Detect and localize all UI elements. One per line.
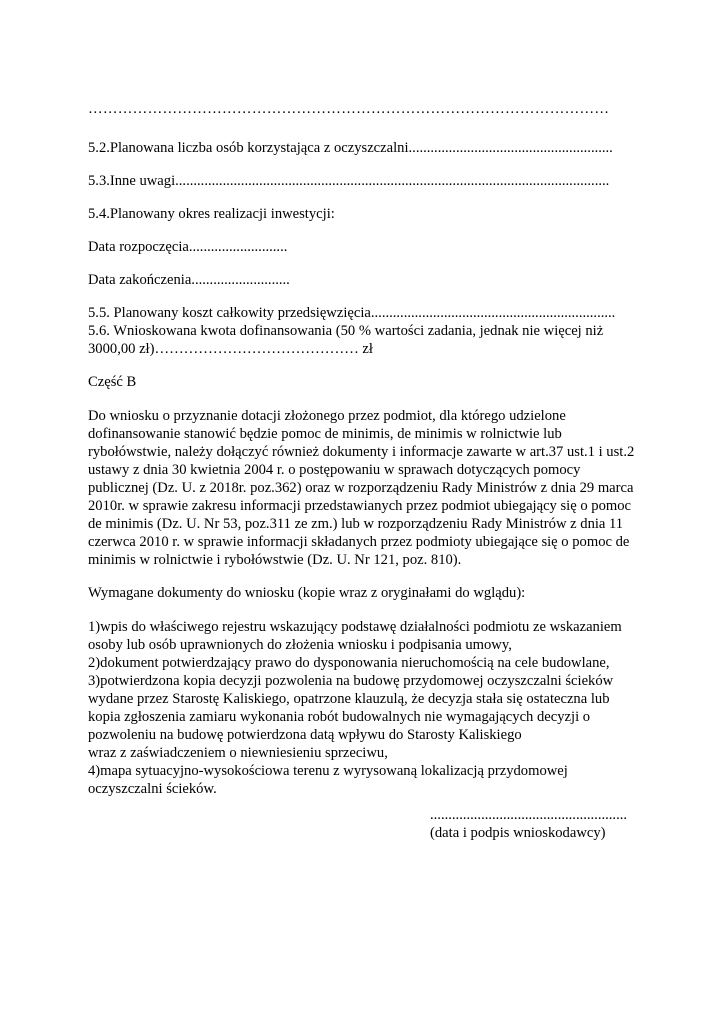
paragraph-line: 2010r. w sprawie zakresu informacji przedstawianych przez podmiot ubiegający się o pomoc (88, 498, 632, 514)
field-5-2: 5.2.Planowana liczba osób korzystająca z oczyszczalni........................................................ (88, 140, 613, 156)
paragraph-line: publicznej (Dz. U. z 2018r. poz.362) oraz w rozporządzeniu Rady Ministrów z dnia 29 marca (88, 480, 634, 496)
signature-label: (data i podpis wnioskodawcy) (430, 825, 606, 841)
list-item: pozwoleniu na budowę potwierdzona datą wpływu do Starosty Kaliskiego (88, 727, 522, 743)
list-item: wydane przez Starostę Kaliskiego, opatrzone klauzulą, że decyzja stała się ostateczna lub (88, 691, 610, 707)
list-item: 2)dokument potwierdzający prawo do dysponowania nieruchomością na cele budowlane, (88, 655, 610, 671)
paragraph-line: Do wniosku o przyznanie dotacji złożonego przez podmiot, dla którego udzielone (88, 408, 566, 424)
list-item: 3)potwierdzona kopia decyzji pozwolenia na budowę przydomowej oczyszczalni ścieków (88, 673, 614, 689)
required-documents-heading: Wymagane dokumenty do wniosku (kopie wraz z oryginałami do wglądu): (88, 585, 526, 601)
field-5-6-line2: 3000,00 zł)…………………………………… zł (88, 341, 373, 357)
field-5-4: 5.4.Planowany okres realizacji inwestycji: (88, 206, 335, 222)
field-start-date: Data rozpoczęcia........................... (88, 239, 288, 255)
list-item: 4)mapa sytuacyjno-wysokościowa terenu z wyrysowaną lokalizacją przydomowej (88, 763, 568, 779)
list-item: oczyszczalni ścieków. (88, 781, 217, 797)
paragraph-line: minimis w rolnictwie i rybołówstwie (Dz. U. Nr 121, poz. 810). (88, 552, 462, 568)
list-item: kopia zgłoszenia zamiaru wykonania robót budowalnych nie wymagających decyzji o (88, 709, 591, 725)
field-5-5: 5.5. Planowany koszt całkowity przedsięwzięcia................................................................... (88, 305, 616, 321)
paragraph-line: dofinansowanie stanowić będzie pomoc de minimis, de minimis w rolnictwie lub (88, 426, 562, 442)
paragraph-line: ustawy z dnia 30 kwietnia 2004 r. o postępowaniu w sprawach dotyczących pomocy (88, 462, 581, 478)
list-item: 1)wpis do właściwego rejestru wskazujący podstawę działalności podmiotu ze wskazaniem (88, 619, 622, 635)
signature-dotted-line: ...................................................... (430, 807, 628, 823)
part-b-heading: Część B (88, 374, 137, 390)
field-end-date: Data zakończenia........................... (88, 272, 290, 288)
list-item: wraz z zaświadczeniem o niewniesieniu sprzeciwu, (88, 745, 388, 761)
field-5-3: 5.3.Inne uwagi....................................................................................................................... (88, 173, 610, 189)
paragraph-line: rybołówstwie, należy dołączyć również dokumenty i informacje zawarte w art.37 ust.1 i ust.2 (88, 444, 635, 460)
paragraph-line: de minimis (Dz. U. Nr 53, poz.311 ze zm.) lub w rozporządzeniu Rady Ministrów z dnia 11 (88, 516, 624, 532)
field-5-6-line1: 5.6. Wnioskowana kwota dofinansowania (50 % wartości zadania, jednak nie więcej niż (88, 323, 604, 339)
list-item: osoby lub osób uprawnionych do złożenia wniosku i podpisania umowy, (88, 637, 512, 653)
top-dotted-line: …………………………………………………………………………………………… (88, 101, 610, 117)
paragraph-line: czerwca 2010 r. w sprawie informacji składanych przez podmioty ubiegające się o pomoc de (88, 534, 630, 550)
